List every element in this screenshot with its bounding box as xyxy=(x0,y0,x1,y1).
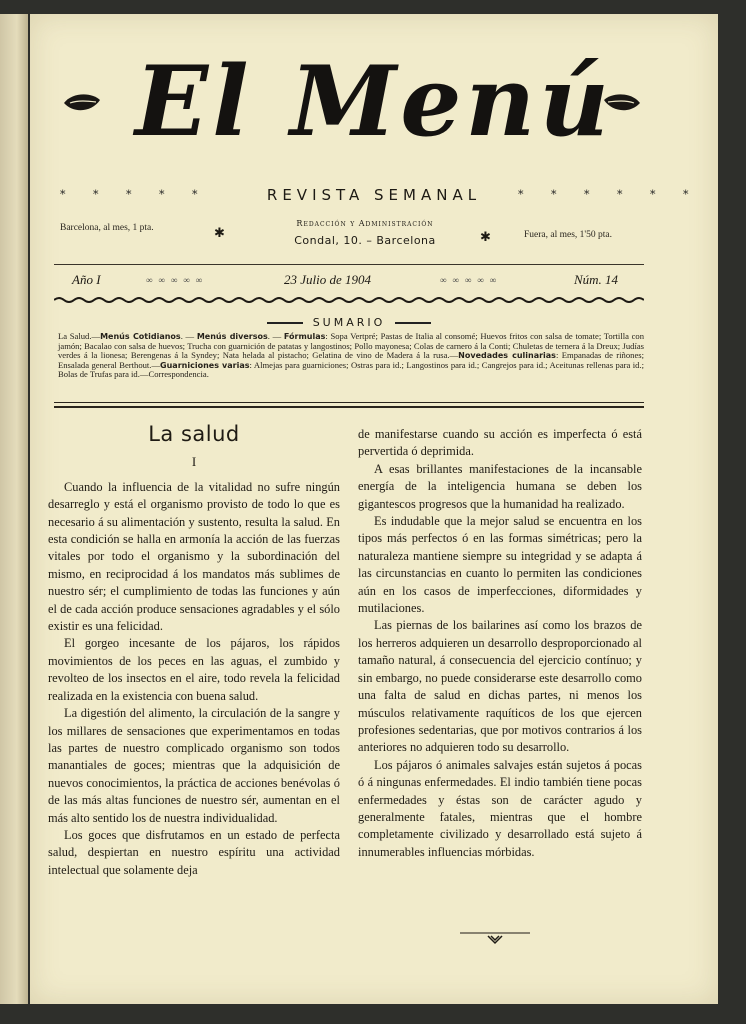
price-local: Barcelona, al mes, 1 pta. xyxy=(60,223,154,233)
masthead xyxy=(30,42,718,172)
paragraph: Es indudable que la mejor salud se encuentra en los tipos más perfectos ó en las formas simétricas; pero la naturaleza mantiene siempre su integridad y se adapta á las circunstancias en cuanto lo permiten las condiciones aún en los casos de imperfecciones, diformidades y mutilaciones. xyxy=(358,514,642,616)
article-section-number: I xyxy=(191,454,197,470)
sumario-text: La Salud.—Menús Cotidianos. — Menús diversos. — Fórmulas: Sopa Vertpré; Pastas de Italia al consomé; Huevos fritos con salsa de tomate; Tortilla con jamón; Bacalao con salsa de huevos; Trucha con guarnición de patatas y langostinos; Pollo mayonesa; Colas de carnero á la Conti; Chuletas de ternera á la Dreux; Judías verdes á la lionesa; Berengenas á la Syndey; Nata helada al pistacho; Gelatina de vino de Madera á la rusa.—Novedades culinarias: Empanadas de riñones; Ensalada general Berthout.—Guarniciones varias: Almejas para guarniciones; Ostras para id.; Langostinos para id.; Cangrejos para id.; Aceitunas rellenas para id.; Bolas de Trufas para id.—Correspondencia. xyxy=(58,331,645,380)
newspaper-page xyxy=(30,14,718,1004)
wave-divider xyxy=(54,296,644,304)
article-title: La salud xyxy=(148,422,240,446)
paragraph-continuation: de manifestarse cuando su acción es imperfecta ó está pervertida ó deprimida. xyxy=(358,427,642,459)
divider xyxy=(54,264,644,265)
price-outside: Fuera, al mes, 1'50 pta. xyxy=(524,230,612,240)
paragraph: La digestión del alimento, la circulación de la sangre y los millares de sensaciones que experimentamos en todas las partes de nuestro complicado organismo son todos manantiales de goces; mientras que la adquisición de nuevos conocimientos, la práctica de acciones benévolas ó de las más altas funciones de nuestro sér, aumentan en el más alto sentido los de nuestra individualidad. xyxy=(48,706,340,825)
article-column-right xyxy=(358,426,642,861)
address: Condal, 10. – Barcelona xyxy=(294,234,436,247)
stars-left: * * * * * xyxy=(60,188,210,201)
double-rule xyxy=(54,406,644,408)
paragraph: El gorgeo incesante de los pájaros, los rápidos movimientos de los peces en las aguas, el zumbido y revolteo de los insectos en el aire, todo revela la felicidad realizada en la existencia con buena salud. xyxy=(48,636,340,703)
stars-right: * * * * * * xyxy=(518,188,701,201)
asterisk-icon: ✱ xyxy=(214,226,225,241)
asterisk-icon: ✱ xyxy=(480,230,491,245)
paragraph: A esas brillantes manifestaciones de la incansable energía de la inteligencia humana se deben los gigantescos progresos que la humanidad ha realizado. xyxy=(358,461,642,511)
sumario-heading: SUMARIO xyxy=(30,316,668,329)
dots-ornament-icon: ∞∞∞∞∞ xyxy=(440,275,503,285)
dots-ornament-icon: ∞∞∞∞∞ xyxy=(146,275,209,285)
issue-date: 23 Julio de 1904 xyxy=(284,272,372,287)
paragraph: Los goces que disfrutamos en un estado de perfecta salud, despiertan en nuestro espíritu una actividad intelectual que solamente deja xyxy=(48,827,340,877)
issue-number: Núm. 14 xyxy=(574,272,619,287)
end-ornament-icon xyxy=(460,930,530,948)
article-column-left xyxy=(48,422,340,879)
masthead-subtitle: REVISTA SEMANAL xyxy=(266,186,482,204)
paragraph: Cuando la influencia de la vitalidad no sufre ningún desarreglo y está el organismo provisto de todo lo que es necesario á su alimentación y sustento, resulta la salud. En esta condición se halla en armonía la acción de las fuerzas vitales por todo el organismo y la subordinación del mismo, en reciprocidad á los mandatos más sublimes de nuestro sér; el cumplimiento de todas las funciones y aún el de cada acción produce sensaciones agradables y el sólo existir es una felicidad. xyxy=(48,479,340,634)
issue-year: Año I xyxy=(72,272,101,287)
admin-label: Redacción y Administración xyxy=(296,219,434,228)
paragraph: Los pájaros ó animales salvajes están sujetos á pocas ó á ningunas enfermedades. El indio también tiene pocas enfermedades y éstas son de carácter agudo y generalmente fatales, mientras que el hombre completamente civilizado y desarrollado está sujeto á innumerables influencias mórbidas. xyxy=(358,757,642,859)
masthead-title: El Menú xyxy=(135,45,613,158)
double-rule xyxy=(54,402,644,403)
book-spine xyxy=(0,14,28,1004)
paragraph: Las piernas de los bailarines así como los brazos de los herreros adquieren un desarrollo desproporcionado al tamaño natural, á consecuencia del ejercicio contínuo; y sin embargo, no puede considerarse este desarrollo como una falta de salud en dichas partes, ni menos los músculos relativamente raquíticos de los que ejercen profesiones sedentarias, que por motivos contrarios á los anteriores no adquieren todo su desarrollo. xyxy=(358,618,642,755)
issue-dateline xyxy=(54,272,644,292)
